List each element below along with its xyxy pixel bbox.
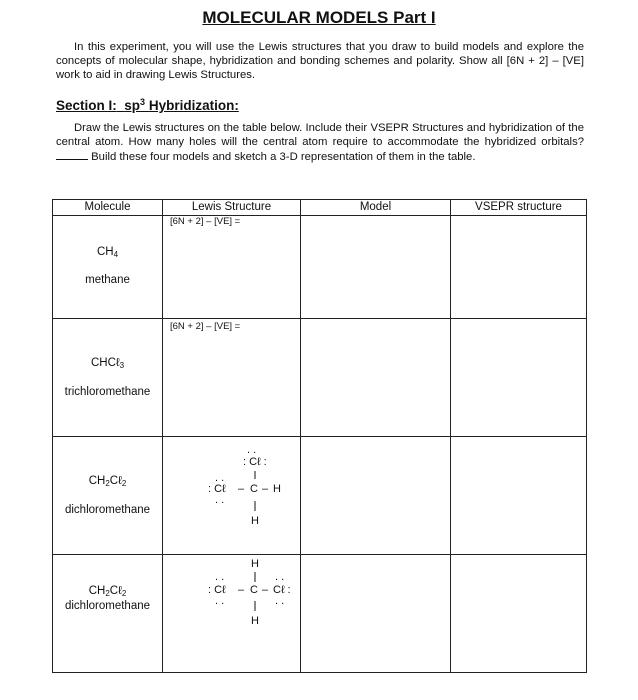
table-row xyxy=(53,437,587,555)
model-cell[interactable] xyxy=(301,555,451,673)
vsepr-cell[interactable] xyxy=(451,319,587,437)
instructions-paragraph xyxy=(56,121,584,165)
lewis-top-atom: : Cℓ : xyxy=(243,456,267,468)
header-lewis-structure: Lewis Structure xyxy=(163,200,301,216)
lone-pair-dots: . . xyxy=(275,595,285,607)
vsepr-cell[interactable] xyxy=(451,216,587,319)
lewis-center-atom: C xyxy=(250,584,258,596)
molecule-formula: $CH_2C\ell_2$ xyxy=(88,475,127,488)
table-row xyxy=(53,555,587,673)
lewis-structure-cell[interactable] xyxy=(163,555,301,673)
intro-text: In this experiment, you will use the Lewis structures that you draw to build models and explore the concepts of molecular shape, hybridization and bonding schemes and polarity. Show all [6N + 2] – [VE] work to aid in drawing Lewis Structures. xyxy=(56,41,584,82)
lewis-left-atom: : Cℓ xyxy=(208,483,226,495)
molecule-name: methane xyxy=(85,274,130,286)
header-vsepr-structure: VSEPR structure xyxy=(451,200,587,216)
model-cell[interactable] xyxy=(301,216,451,319)
lewis-bottom-atom: H xyxy=(251,615,259,627)
lewis-top-atom: H xyxy=(251,558,259,570)
section-topic-sup: 3 xyxy=(140,97,146,107)
table-row xyxy=(53,216,587,319)
formula-note: [6N + 2] – [VE] = xyxy=(170,216,241,227)
molecule-name: trichloromethane xyxy=(64,386,151,398)
molecule-name: dichloromethane xyxy=(64,504,151,516)
molecule-cell xyxy=(53,216,163,319)
table-row xyxy=(53,319,587,437)
instructions-text-1: Draw the Lewis structures on the table below. Include their VSEPR Structures and hybridization of the central atom. How many holes will the central atom require to accommodate the hybridized orbitals? xyxy=(56,122,584,149)
instructions-text-2: Build these four models and sketch a 3-D representation of them in the table. xyxy=(88,151,476,164)
molecule-cell xyxy=(53,437,163,555)
lone-pair-dots: . . xyxy=(247,444,257,456)
lone-pair-dots: . . xyxy=(215,494,225,506)
lewis-diagram-ch2cl2-a xyxy=(163,437,301,555)
molecule-formula: $CH_4$ xyxy=(96,246,119,259)
table-header-row xyxy=(53,200,587,216)
intro-paragraph xyxy=(56,40,584,83)
model-cell[interactable] xyxy=(301,437,451,555)
lone-pair-dots: . . xyxy=(215,472,225,484)
vsepr-cell[interactable] xyxy=(451,437,587,555)
lewis-diagram-ch2cl2-b xyxy=(163,555,301,673)
header-model: Model xyxy=(301,200,451,216)
bond-dash: – xyxy=(262,584,269,596)
holes-answer-blank[interactable] xyxy=(56,149,88,160)
section-topic-rest: Hybridization: xyxy=(145,98,239,113)
molecule-formula: $CH_2C\ell_2$ xyxy=(88,585,127,598)
section-heading xyxy=(56,97,239,113)
vsepr-cell[interactable] xyxy=(451,555,587,673)
lone-pair-dots: . . xyxy=(275,571,285,583)
bond-dash: – xyxy=(238,483,245,495)
lewis-structure-cell[interactable] xyxy=(163,319,301,437)
molecule-cell xyxy=(53,555,163,673)
lewis-bottom-atom: H xyxy=(251,515,259,527)
section-topic: sp xyxy=(124,98,141,113)
page-title: MOLECULAR MODELS Part I xyxy=(202,8,436,27)
lone-pair-dots: . . xyxy=(215,571,225,583)
lewis-left-atom: : Cℓ xyxy=(208,584,226,596)
bond-dash: – xyxy=(238,584,245,596)
formula-note: [6N + 2] – [VE] = xyxy=(170,321,241,332)
molecule-name: dichloromethane xyxy=(64,600,151,612)
bond-dash: – xyxy=(262,483,269,495)
lewis-center-atom: C xyxy=(250,483,258,495)
lewis-structure-cell[interactable] xyxy=(163,216,301,319)
molecule-formula: CHCℓ$_3$ xyxy=(90,357,125,370)
molecule-cell xyxy=(53,319,163,437)
header-molecule: Molecule xyxy=(53,200,163,216)
section-label: Section I: xyxy=(56,98,117,113)
lewis-structure-cell[interactable] xyxy=(163,437,301,555)
lewis-right-atom: Cℓ : xyxy=(273,584,291,596)
model-cell[interactable] xyxy=(301,319,451,437)
lone-pair-dots: . . xyxy=(215,595,225,607)
molecule-table xyxy=(52,199,587,673)
lewis-right-atom: H xyxy=(273,483,281,495)
